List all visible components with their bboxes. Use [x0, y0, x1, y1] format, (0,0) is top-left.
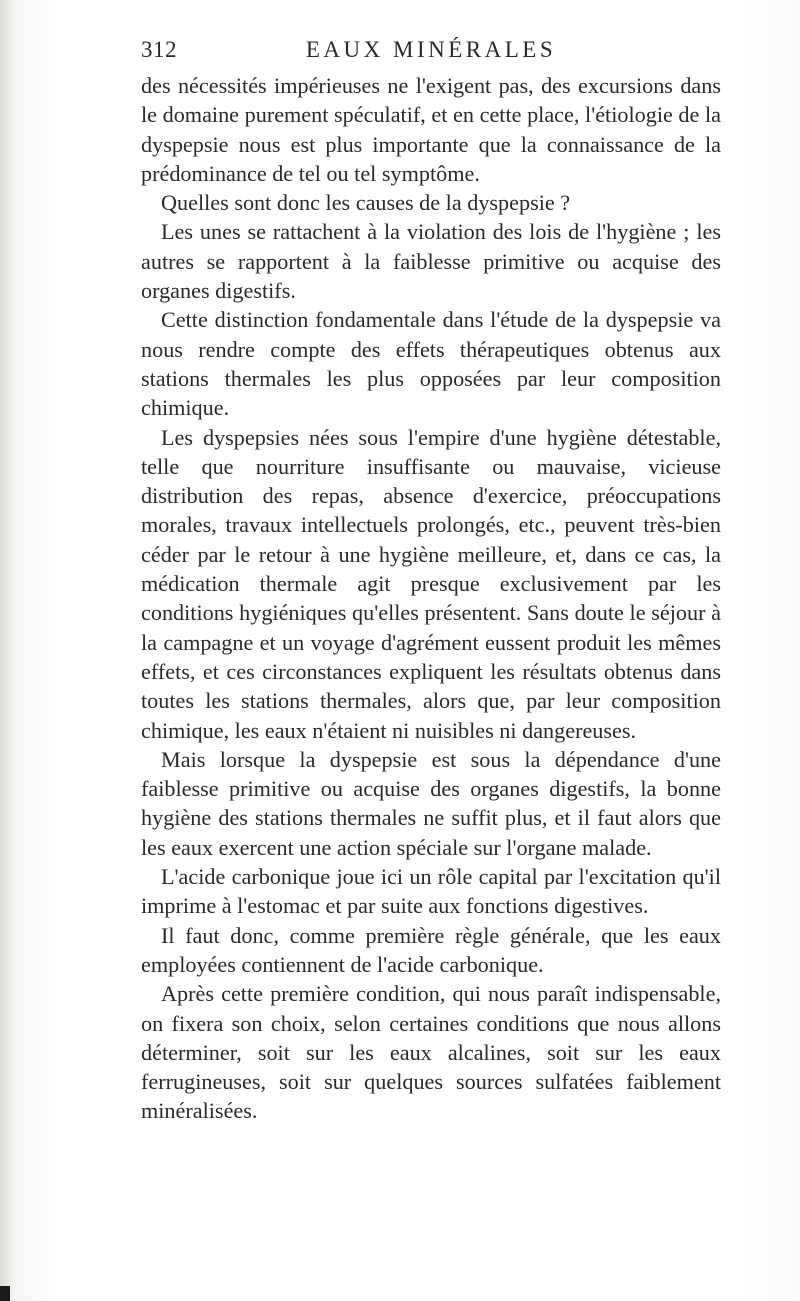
scan-edge-mark — [0, 1286, 10, 1301]
page-number: 312 — [141, 37, 177, 62]
paragraph: Mais lorsque la dyspepsie est sous la dépendance d'une faiblesse primitive ou acquise des organes digestifs, la bonne hygiène des stations thermales ne suffit plus, et il faut alors que les eaux exercent une action spéciale sur l'organe malade. — [141, 746, 721, 860]
paragraph: Quelles sont donc les causes de la dyspepsie ? — [161, 190, 571, 216]
running-title: EAUX MINÉRALES — [305, 37, 557, 62]
paragraph: des nécessités impérieuses ne l'exigent pas, des excursions dans le domaine purement spéculatif, et en cette place, l'étiologie de la dyspepsie nous est plus importante que la connaissance de la prédominance de tel ou tel symptôme. — [141, 73, 721, 186]
page-gutter-shadow — [0, 0, 14, 1301]
paragraph: L'acide carbonique joue ici un rôle capital par l'excitation qu'il imprime à l'estomac et par suite aux fonctions digestives. — [141, 864, 721, 919]
paragraph: Il faut donc, comme première règle générale, que les eaux employées contiennent de l'acide carbonique. — [141, 922, 721, 977]
paragraph: Les dyspepsies nées sous l'empire d'une hygiène détestable, telle que nourriture insuffisante ou mauvaise, vicieuse distribution des repas, absence d'exercice, préoccupations morales, travaux intellectuels prolongés, etc., peuvent très-bien céder par le retour à une hygiène meilleure, et, dans ce cas, la médication thermale agit presque exclusivement par les conditions hygiéniques qu'elles présentent. Sans doute le séjour à la campagne et un voyage d'agrément eussent produit les mêmes effets, et ces circonstances expliquent les résultats obtenus dans toutes les stations thermales, alors que, par leur composition chimique, les eaux n'étaient ni nuisibles ni dangereuses. — [141, 424, 721, 743]
paragraph: Les unes se rattachent à la violation des lois de l'hygiène ; les autres se rapportent à la faiblesse primitive ou acquise des organes digestifs. — [141, 219, 721, 304]
paragraph: Après cette première condition, qui nous paraît indispensable, on fixera son choix, selon certaines conditions que nous allons déterminer, soit sur les eaux alcalines, soit sur les eaux ferrugineuses, soit sur quelques sources sulfatées faiblement minéralisées. — [141, 981, 721, 1124]
body-text — [141, 71, 721, 1126]
paragraph: Cette distinction fondamentale dans l'étude de la dyspepsie va nous rendre compte des effets thérapeutiques obtenus aux stations thermales les plus opposées par leur composition chimique. — [141, 307, 721, 421]
